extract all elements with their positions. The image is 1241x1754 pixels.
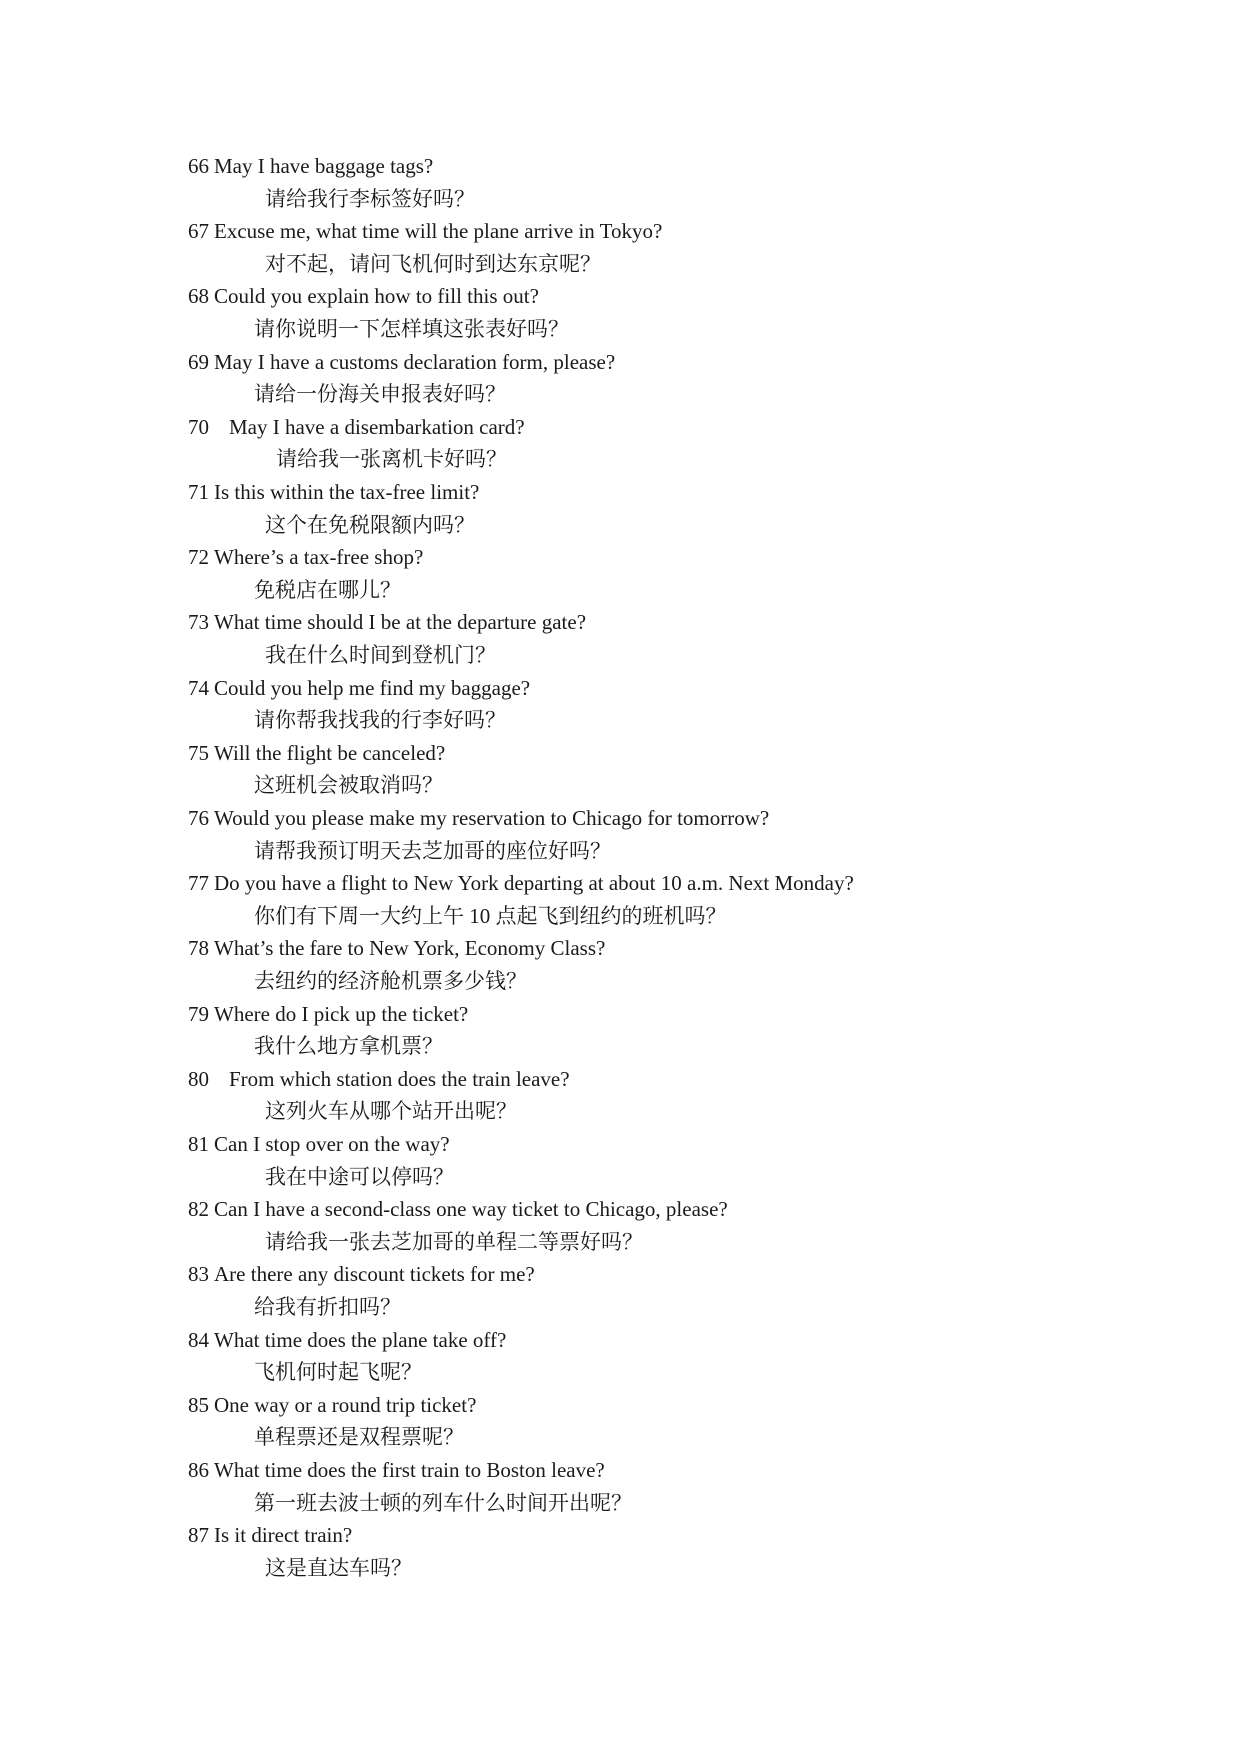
- phrase-number: 67: [188, 219, 209, 244]
- phrase-english-text: What time does the plane take off?: [214, 1327, 507, 1352]
- phrase-english-text: Where do I pick up the ticket?: [214, 1001, 469, 1026]
- phrase-english-71: [188, 477, 479, 507]
- phrase-number: 72: [188, 545, 209, 570]
- phrase-number: 76: [188, 806, 209, 830]
- phrase-chinese-74: 请你帮我找我的行李好吗？: [254, 708, 506, 733]
- phrase-number: 66: [188, 154, 209, 178]
- phrase-number: 79: [188, 1001, 209, 1026]
- phrase-chinese-86: 第一班去波士顿的列车什么时间开出呢？: [254, 1490, 632, 1515]
- phrase-number: 74: [188, 675, 209, 700]
- phrase-english-87: [188, 1520, 352, 1550]
- phrase-english-text: May I have a customs declaration form, please?: [214, 349, 616, 374]
- phrase-english-text: What’s the fare to New York, Economy Class?: [214, 936, 606, 961]
- phrase-number: 80: [188, 1066, 209, 1091]
- phrase-english-84: [188, 1325, 506, 1355]
- phrase-english-text: Can I stop over on the way?: [214, 1132, 450, 1156]
- phrase-number: 82: [188, 1197, 209, 1222]
- phrase-english-text: Can I have a second-class one way ticket to Chicago, please?: [214, 1197, 728, 1222]
- phrase-chinese-84: 飞机何时起飞呢？: [254, 1360, 422, 1385]
- phrase-number: 73: [188, 610, 209, 635]
- phrase-english-74: [188, 673, 530, 703]
- phrase-english-text: Would you please make my reservation to Chicago for tomorrow?: [214, 806, 770, 830]
- phrase-english-text: One way or a round trip ticket?: [214, 1392, 477, 1417]
- phrase-chinese-80: 这列火车从哪个站开出呢？: [265, 1099, 517, 1124]
- phrase-chinese-85: 单程票还是双程票呢？: [254, 1425, 464, 1450]
- phrase-number: 84: [188, 1327, 209, 1352]
- phrase-chinese-73: 我在什么时间到登机门？: [265, 642, 496, 667]
- phrase-english-text: What time does the first train to Boston leave?: [214, 1458, 605, 1482]
- phrase-english-86: [188, 1455, 605, 1485]
- phrase-english-82: [188, 1194, 728, 1224]
- phrase-chinese-66: 请给我行李标签好吗？: [265, 186, 475, 211]
- phrase-english-text: Excuse me, what time will the plane arrive in Tokyo?: [214, 219, 663, 244]
- phrase-chinese-72: 免税店在哪儿？: [254, 577, 401, 602]
- phrase-chinese-81: 我在中途可以停吗？: [265, 1164, 454, 1189]
- phrase-number: 87: [188, 1523, 209, 1548]
- phrase-chinese-78: 去纽约的经济舱机票多少钱？: [254, 968, 527, 993]
- phrase-english-text: Is it direct train?: [214, 1523, 353, 1548]
- phrase-chinese-79: 我什么地方拿机票？: [254, 1034, 443, 1059]
- phrase-english-text: Could you explain how to fill this out?: [214, 284, 539, 309]
- phrase-chinese-87: 这是直达车吗？: [265, 1555, 412, 1580]
- phrase-chinese-77: 你们有下周一大约上午 10 点起飞到纽约的班机吗？: [254, 903, 727, 928]
- phrase-chinese-70: 请给我一张离机卡好吗？: [276, 447, 507, 472]
- phrase-chinese-83: 给我有折扣吗？: [254, 1294, 401, 1319]
- phrase-english-81: [188, 1129, 450, 1159]
- phrase-chinese-82: 请给我一张去芝加哥的单程二等票好吗？: [265, 1229, 643, 1254]
- phrase-chinese-76: 请帮我预订明天去芝加哥的座位好吗？: [254, 838, 611, 863]
- phrase-english-text: What time should I be at the departure gate?: [214, 610, 587, 635]
- phrase-english-text: From which station does the train leave?: [229, 1066, 570, 1091]
- phrase-english-text: Where’s a tax-free shop?: [214, 545, 424, 570]
- phrase-english-text: Could you help me find my baggage?: [214, 675, 531, 700]
- phrase-english-83: [188, 1259, 535, 1289]
- phrase-english-69: [188, 347, 615, 377]
- phrase-english-text: May I have baggage tags?: [214, 154, 434, 178]
- phrase-english-80: [188, 1064, 570, 1094]
- phrase-english-79: [188, 999, 468, 1029]
- phrase-number: 71: [188, 480, 209, 504]
- phrase-number: 78: [188, 936, 209, 961]
- phrase-number: 83: [188, 1262, 209, 1287]
- phrase-chinese-75: 这班机会被取消吗？: [254, 773, 443, 798]
- phrase-english-78: [188, 933, 605, 963]
- phrase-chinese-68: 请你说明一下怎样填这张表好吗？: [254, 316, 569, 341]
- phrase-english-68: [188, 281, 539, 311]
- phrase-english-text: Do you have a flight to New York departing at about 10 a.m. Next Monday?: [214, 871, 854, 896]
- phrase-english-text: Are there any discount tickets for me?: [214, 1262, 535, 1287]
- phrase-number: 70: [188, 414, 209, 439]
- phrase-english-85: [188, 1390, 476, 1420]
- phrase-number: 75: [188, 740, 209, 765]
- phrase-english-77: [188, 868, 854, 898]
- phrase-english-73: [188, 607, 586, 637]
- phrase-number: 69: [188, 349, 209, 374]
- phrase-english-70: [188, 412, 525, 442]
- phrase-english-text: May I have a disembarkation card?: [229, 414, 525, 439]
- phrase-english-75: [188, 738, 445, 768]
- phrase-chinese-69: 请给一份海关申报表好吗？: [254, 382, 506, 407]
- phrase-english-76: [188, 803, 769, 833]
- phrase-english-72: [188, 542, 423, 572]
- phrase-number: 86: [188, 1458, 209, 1482]
- phrase-number: 85: [188, 1392, 209, 1417]
- phrase-number: 81: [188, 1132, 209, 1156]
- phrase-chinese-67: 对不起，请问飞机何时到达东京呢？: [265, 251, 601, 276]
- phrase-chinese-71: 这个在免税限额内吗？: [265, 512, 475, 537]
- phrase-number: 68: [188, 284, 209, 309]
- phrase-english-66: [188, 151, 433, 181]
- phrase-english-text: Is this within the tax-free limit?: [214, 480, 480, 504]
- phrase-number: 77: [188, 871, 209, 896]
- phrase-english-text: Will the flight be canceled?: [214, 740, 446, 765]
- phrase-english-67: [188, 216, 662, 246]
